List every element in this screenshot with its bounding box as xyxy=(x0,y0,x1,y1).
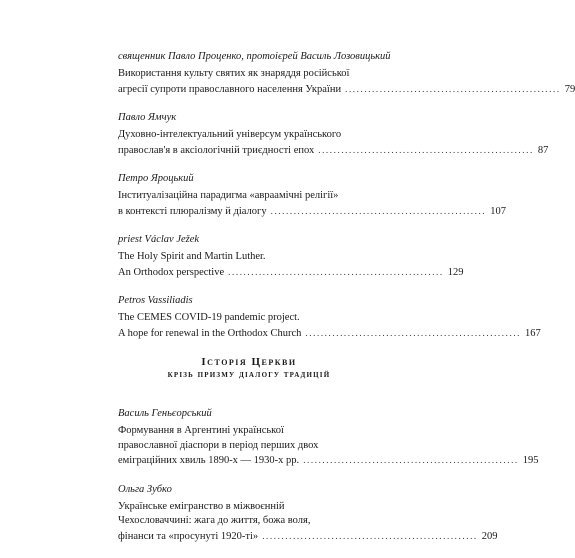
entry-author: Павло Ямчук xyxy=(118,112,177,123)
entry-title-line: Формування в Аргентині української xyxy=(118,425,284,436)
table-of-contents xyxy=(118,50,575,558)
dot-leader: ........................................................ xyxy=(345,83,561,94)
toc-entry[interactable] xyxy=(118,407,539,468)
entry-title-line: православ'я в аксіологічній триєдності епох xyxy=(118,144,315,156)
entry-author: priest Václav Ježek xyxy=(118,234,200,245)
entry-title-last-line xyxy=(118,326,541,341)
entry-title-line: Інституалізаційна парадигма «авраамічні релігії» xyxy=(118,190,339,201)
dot-leader: ........................................................ xyxy=(228,266,444,277)
entry-title-line: The CEMES COVID-19 pandemic project. xyxy=(118,312,300,323)
page-number: 107 xyxy=(490,205,506,217)
dot-leader: ........................................................ xyxy=(270,205,487,216)
toc-entry[interactable] xyxy=(118,233,464,279)
dot-leader: ........................................................ xyxy=(262,530,478,541)
entry-title-last-line xyxy=(118,204,506,219)
page-number: 209 xyxy=(481,530,498,542)
toc-entry[interactable] xyxy=(118,111,549,157)
entry-author: священник Павло Проценко, протоієрей Василь Лозовицький xyxy=(118,51,391,62)
entry-author: Василь Геньєорський xyxy=(118,408,212,419)
entry-title-line: Використання культу святих як знаряддя російської xyxy=(118,68,350,79)
page-number: 79 xyxy=(564,83,575,95)
section-heading xyxy=(118,355,380,382)
toc-entry[interactable] xyxy=(118,172,506,218)
entry-title-line: The Holy Spirit and Martin Luther. xyxy=(118,251,266,262)
entry-author: Петро Яроцький xyxy=(118,173,194,184)
entry-author: Ольга Зубко xyxy=(118,483,172,495)
entry-author: Petros Vassiliadis xyxy=(118,295,193,306)
page-number: 167 xyxy=(525,327,541,339)
entry-title-last-line xyxy=(118,529,498,544)
dot-leader: ........................................................ xyxy=(318,144,534,155)
dot-leader: ........................................................ xyxy=(305,327,522,338)
entry-title-line: православної діаспори в період перших двох xyxy=(118,439,319,451)
toc-entry[interactable] xyxy=(118,483,498,544)
entry-title-last-line xyxy=(118,82,575,97)
entry-title-last-line xyxy=(118,265,464,280)
section-subtitle: крізь призму діалогу традицій xyxy=(167,370,331,380)
entry-title-line: фінанси та «просунуті 1920-ті» xyxy=(118,530,259,542)
entry-title-last-line xyxy=(118,143,549,158)
entry-title-line: Українське емігранство в міжвоєнній xyxy=(118,500,285,512)
entry-title-line: Духовно-інтелектуальний універсум українського xyxy=(118,129,342,140)
entry-title-line: агресії супроти православного населення України xyxy=(118,83,342,95)
page-number: 195 xyxy=(522,455,539,466)
entry-title-last-line xyxy=(118,453,539,468)
entry-title-line: в контексті плюралізму й діалогу xyxy=(118,205,267,217)
toc-entry[interactable] xyxy=(118,50,575,96)
entry-title-line: Чехословаччині: жага до життя, божа воля, xyxy=(118,515,311,526)
dot-leader: ........................................................ xyxy=(303,455,519,465)
page-number: 129 xyxy=(447,266,464,278)
page-number: 87 xyxy=(537,144,549,156)
entry-title-line: An Orthodox perspective xyxy=(118,266,225,278)
toc-entry[interactable] xyxy=(118,294,541,340)
entry-title-line: A hope for renewal in the Orthodox Church xyxy=(118,327,302,339)
section-title: Історія Церкви xyxy=(201,356,297,368)
entry-title-line: еміграційних хвиль 1890-х — 1930-х рр. xyxy=(118,455,300,466)
